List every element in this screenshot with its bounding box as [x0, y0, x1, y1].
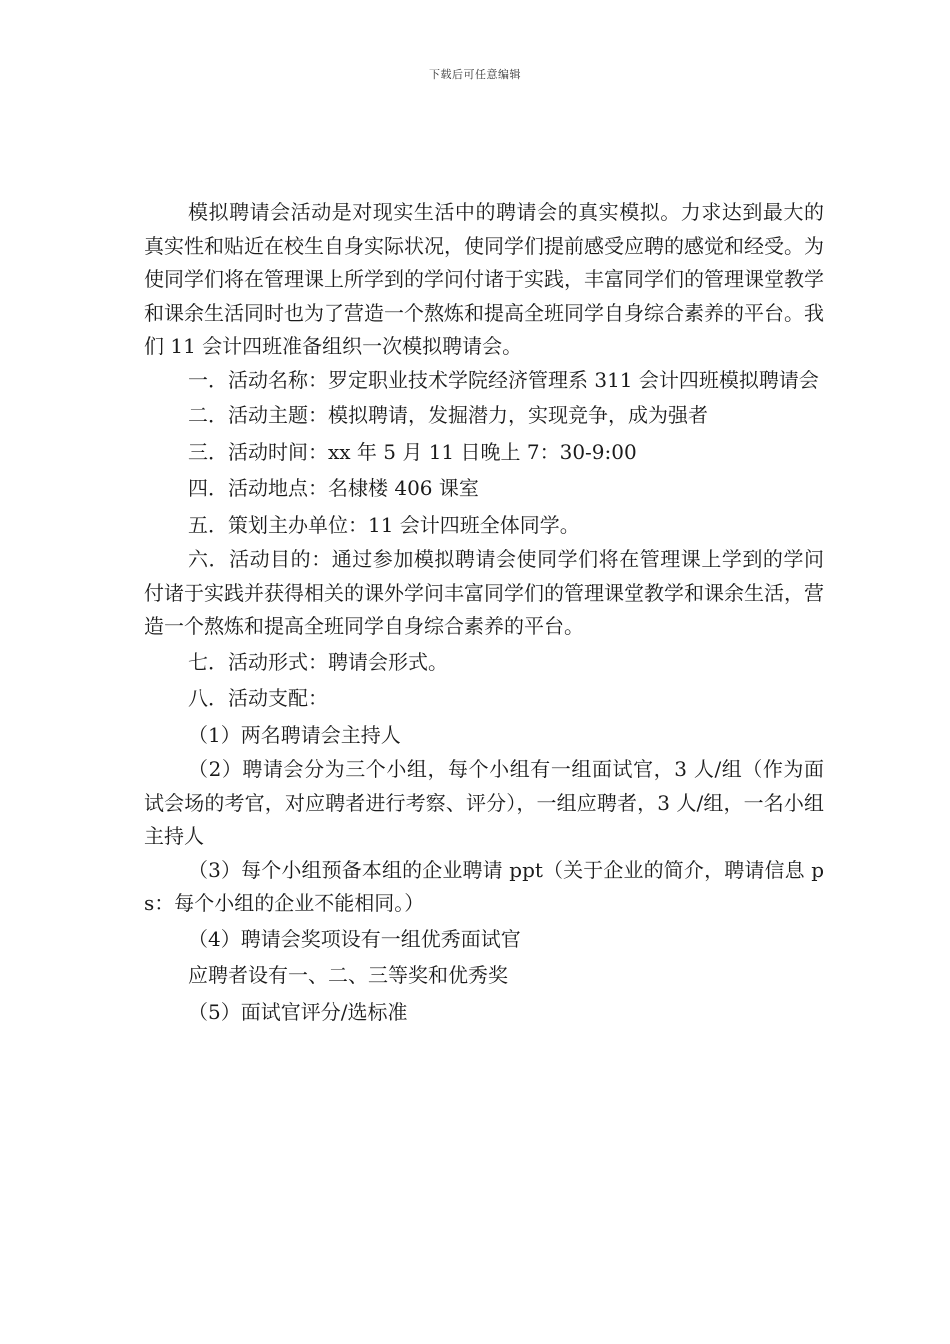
paragraph-activity-location: 四．活动地点：名棣楼 406 课室	[188, 476, 479, 500]
list-item-hosts: （1）两名聘请会主持人	[188, 722, 401, 747]
list-item-ppt: （3）每个小组预备本组的企业聘请 ppt（关于企业的简介，聘请信息 ps：每个小组的企业不能相同。）	[144, 857, 824, 915]
document-body	[144, 196, 824, 1030]
header-note: 下载后可任意编辑	[429, 68, 521, 81]
list-item-scoring: （5）面试官评分/选标准	[188, 999, 408, 1024]
paragraph-activity-name: 一．活动名称：罗定职业技术学院经济管理系 311 会计四班模拟聘请会	[188, 367, 819, 392]
paragraph-activity-purpose: 六．活动目的：通过参加模拟聘请会使同学们将在管理课上学到的学问付诸于实践并获得相关的课外学问丰富同学们的管理课堂教学和课余生活，营造一个熬炼和提高全班同学自身综合素养的平台。	[144, 547, 824, 638]
paragraph-activity-form: 七．活动形式：聘请会形式。	[188, 649, 448, 674]
paragraph-applicant-awards: 应聘者设有一、二、三等奖和优秀奖	[188, 963, 508, 987]
paragraph-intro: 模拟聘请会活动是对现实生活中的聘请会的真实模拟。力求达到最大的真实性和贴近在校生自身实际状况，使同学们提前感受应聘的感觉和经受。为使同学们将在管理课上所学到的学问付诸于实践，丰富同学们的管理课堂教学和课余生活同时也为了营造一个熬炼和提高全班同学自身综合素养的平台。我们 11 会计四班准备组织一次模拟聘请会。	[144, 200, 824, 358]
paragraph-activity-arrangement: 八．活动支配：	[188, 686, 328, 710]
paragraph-organizer: 五．策划主办单位：11 会计四班全体同学。	[188, 512, 580, 537]
list-item-awards: （4）聘请会奖项设有一组优秀面试官	[188, 926, 521, 951]
paragraph-activity-theme: 二．活动主题：模拟聘请，发掘潜力，实现竞争，成为强者	[188, 403, 708, 427]
list-item-groups: （2）聘请会分为三个小组，每个小组有一组面试官，3 人/组（作为面试会场的考官，对应聘者进行考察、评分），一组应聘者，3 人/组，一名小组主持人	[144, 757, 824, 848]
paragraph-activity-time: 三．活动时间：xx 年 5 月 11 日晚上 7：30-9:00	[188, 439, 637, 464]
